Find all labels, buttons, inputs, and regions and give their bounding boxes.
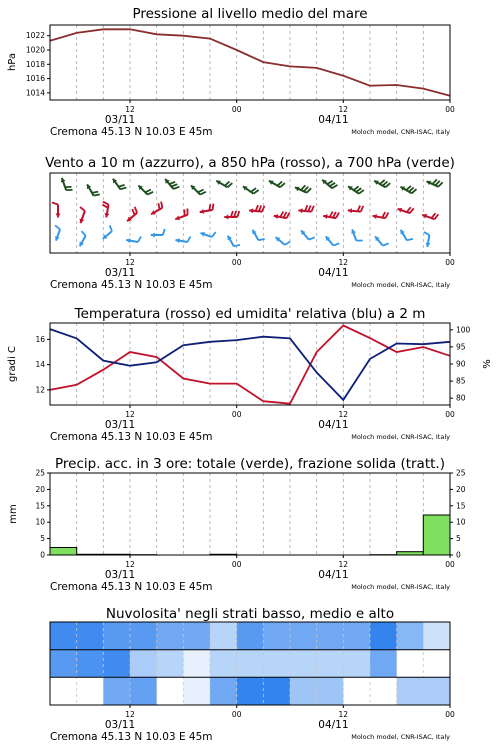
cloud-cell <box>77 650 104 678</box>
wind-barb-feather <box>52 203 58 205</box>
x-tick-label: 00 <box>231 710 242 719</box>
x-tick-label: 00 <box>231 258 242 267</box>
wind-title: Vento a 10 m (azzurro), a 850 hPa (rosso), a 700 hPa (verde) <box>45 155 455 171</box>
precip-bar <box>50 548 77 556</box>
y-tick-label: 10 <box>456 517 466 527</box>
wind-barb <box>374 180 390 187</box>
wind-barb-feather <box>254 190 259 194</box>
cloud-cell <box>423 650 450 678</box>
wind-barb <box>103 225 112 239</box>
cloud-cell <box>237 677 264 705</box>
wind-barb-feather <box>359 190 364 194</box>
x-tick-label: 00 <box>231 560 242 569</box>
y-tick-label: 5 <box>40 534 45 544</box>
wind-barb-feather <box>330 183 335 186</box>
temp-panel <box>7 306 493 443</box>
wind-barb-head <box>56 214 61 218</box>
cloud-cell <box>183 622 210 650</box>
precip-panel <box>8 456 466 593</box>
cloud-cell <box>130 622 157 650</box>
model-credit: Moloch model, CNR-ISAC, Italy <box>351 733 450 741</box>
wind-barb <box>87 184 100 195</box>
temperature-line <box>50 326 450 404</box>
date-label: 04/11 <box>318 419 349 431</box>
date-label: 04/11 <box>318 569 349 581</box>
date-label: 04/11 <box>318 267 349 279</box>
wind-barb-feather <box>287 213 290 219</box>
wind-barb-feather <box>361 206 364 212</box>
cloud-cell <box>397 622 424 650</box>
y-tick-label: 15 <box>456 501 466 511</box>
cloud-cell <box>130 650 157 678</box>
wind-barb-feather <box>92 192 98 193</box>
location-label: Cremona 45.13 N 10.03 E 45m <box>50 126 213 138</box>
wind-barb-feather <box>200 192 206 195</box>
y-tick-label: 1018 <box>25 59 45 69</box>
wind-barb-feather <box>262 206 265 212</box>
y-tick-label: 100 <box>456 325 471 335</box>
wind-barb <box>216 181 232 188</box>
x-tick-label: 00 <box>445 560 455 569</box>
wind-barb <box>165 179 179 189</box>
wind-barb-head <box>151 233 155 238</box>
y-tick-label: 20 <box>456 484 466 494</box>
pressure-title: Pressione al livello medio del mare <box>132 6 368 22</box>
location-label: Cremona 45.13 N 10.03 E 45m <box>50 581 213 593</box>
y-tick-label: 90 <box>456 359 466 369</box>
wind-barb-feather <box>330 212 333 218</box>
wind-barb <box>422 213 438 219</box>
date-label: 03/11 <box>104 719 136 731</box>
wind-barb-head <box>249 208 253 213</box>
wind-barb-feather <box>102 205 108 208</box>
wind-barb <box>323 212 339 220</box>
wind-barb <box>274 212 290 220</box>
y-tick-label: 12 <box>35 385 45 395</box>
wind-barb-head <box>348 208 352 213</box>
humidity-ylabel: % <box>482 359 493 369</box>
wind-barb <box>228 236 240 246</box>
wind-barb <box>151 229 165 238</box>
y-tick-label: 14 <box>35 360 45 370</box>
wind-barb-feather <box>424 232 430 235</box>
wind-barb-feather <box>407 239 413 240</box>
wind-barb-feather <box>305 205 308 211</box>
wind-barb <box>191 185 206 194</box>
cloud-cell <box>50 650 77 678</box>
x-tick-label: 00 <box>445 258 455 267</box>
wind-barb-feather <box>212 232 216 237</box>
cloud-cell <box>370 622 397 650</box>
y-tick-label: 25 <box>35 468 45 478</box>
wind-barb <box>351 229 362 240</box>
cloud-cell <box>317 677 344 705</box>
wind-barb <box>127 207 137 221</box>
y-tick-label: 1014 <box>25 88 45 98</box>
wind-barb-feather <box>132 209 134 215</box>
cloud-cell <box>210 650 237 678</box>
cloud-cell <box>317 650 344 678</box>
cloud-cell <box>290 622 317 650</box>
cloud-cell <box>103 650 130 678</box>
wind-barb-feather <box>145 190 151 193</box>
cloud-cell <box>210 677 237 705</box>
cloud-cell <box>210 622 237 650</box>
wind-barb <box>373 212 389 219</box>
wind-barb <box>175 209 187 221</box>
wind-barb-feather <box>383 243 389 245</box>
location-label: Cremona 45.13 N 10.03 E 45m <box>50 731 213 743</box>
cloud-cell <box>157 677 184 705</box>
y-tick-label: 25 <box>456 468 466 478</box>
date-label: 03/11 <box>104 419 136 431</box>
wind-barb-feather <box>138 237 141 243</box>
cloud-title: Nuvolosita' negli strati basso, medio e alto <box>105 606 395 622</box>
x-tick-label: 12 <box>125 105 135 114</box>
cloud-cell <box>50 622 77 650</box>
y-tick-label: 0 <box>456 550 461 560</box>
wind-barb-feather <box>209 204 210 210</box>
x-tick-label: 12 <box>125 710 135 719</box>
wind-barb-feather <box>187 237 190 243</box>
wind-barb-feather <box>358 206 361 212</box>
wind-barb-head <box>298 208 302 213</box>
wind-barb <box>424 232 431 247</box>
wind-barb-feather <box>169 182 175 184</box>
x-tick-label: 00 <box>231 410 242 419</box>
x-tick-label: 12 <box>125 560 135 569</box>
wind-barb <box>55 225 60 240</box>
model-credit: Moloch model, CNR-ISAC, Italy <box>351 433 450 441</box>
cloud-cell <box>290 650 317 678</box>
wind-barb-feather <box>120 188 126 190</box>
x-tick-label: 12 <box>338 560 349 569</box>
y-tick-label: 1016 <box>25 74 45 84</box>
precip-bar <box>423 515 450 555</box>
date-label: 04/11 <box>318 114 349 126</box>
wind-barb <box>401 230 413 240</box>
wind-barb-feather <box>280 212 283 218</box>
wind-barb <box>61 178 73 190</box>
cloud-cell <box>103 677 130 705</box>
cloud-cell <box>370 650 397 678</box>
wind-barb-feather <box>55 225 60 229</box>
wind-barb <box>249 205 264 213</box>
cloud-cell <box>290 677 317 705</box>
cloud-cell <box>77 677 104 705</box>
wind-panel <box>45 155 455 291</box>
x-tick-label: 12 <box>338 258 349 267</box>
cloud-cell <box>157 622 184 650</box>
wind-barb-feather <box>80 207 85 211</box>
wind-barb-feather <box>234 245 240 246</box>
cloud-cell <box>370 677 397 705</box>
pressure-frame <box>50 25 450 100</box>
y-tick-label: 5 <box>456 534 461 544</box>
wind-barb <box>348 206 364 214</box>
cloud-cell <box>183 677 210 705</box>
x-tick-label: 12 <box>125 410 135 419</box>
wind-barb <box>126 237 141 244</box>
wind-barb-feather <box>382 212 385 218</box>
wind-barb <box>269 181 285 188</box>
wind-barb-feather <box>333 212 336 218</box>
cloud-cell <box>103 622 130 650</box>
wind-barb <box>348 186 364 193</box>
x-tick-label: 12 <box>338 710 349 719</box>
wind-barb <box>200 204 214 214</box>
wind-barb <box>80 207 85 223</box>
wind-barb-feather <box>354 186 359 190</box>
cloud-cell <box>77 622 104 650</box>
cloud-cell <box>237 622 264 650</box>
cloud-cell <box>343 650 370 678</box>
wind-barb-feather <box>309 237 315 239</box>
wind-frame <box>50 173 450 253</box>
wind-barb <box>113 179 127 190</box>
cloud-cell <box>237 650 264 678</box>
cloud-cell <box>343 677 370 705</box>
wind-barb-feather <box>213 204 214 210</box>
wind-barb <box>401 186 417 193</box>
y-tick-label: 0 <box>40 550 45 560</box>
wind-barb-feather <box>119 185 125 187</box>
precip-ylabel: mm <box>8 504 19 524</box>
wind-barb-feather <box>171 184 177 186</box>
cloud-cell <box>263 622 290 650</box>
y-tick-label: 16 <box>35 334 45 344</box>
wind-barb-feather <box>198 190 204 193</box>
cloud-cell <box>397 650 424 678</box>
wind-barb <box>80 231 86 246</box>
date-label: 03/11 <box>104 114 136 126</box>
wind-barb-feather <box>173 187 179 189</box>
wind-barb <box>295 185 311 192</box>
cloud-cell <box>263 677 290 705</box>
cloud-cell <box>423 622 450 650</box>
cloud-cell <box>157 650 184 678</box>
model-credit: Moloch model, CNR-ISAC, Italy <box>351 128 450 136</box>
date-label: 03/11 <box>104 569 136 581</box>
y-tick-label: 85 <box>456 376 466 386</box>
x-tick-label: 00 <box>445 710 455 719</box>
wind-barb-feather <box>308 206 311 212</box>
wind-barb-feather <box>336 213 339 219</box>
wind-barb <box>298 205 314 213</box>
wind-barb-head <box>224 215 228 220</box>
wind-barb-feather <box>163 229 165 235</box>
model-credit: Moloch model, CNR-ISAC, Italy <box>351 583 450 591</box>
wind-barb <box>243 186 259 193</box>
wind-barb-feather <box>285 242 290 245</box>
wind-barb-feather <box>103 202 109 205</box>
wind-barb-feather <box>256 205 259 211</box>
wind-barb-feather <box>158 203 159 209</box>
wind-barb <box>427 179 443 186</box>
wind-barb-feather <box>237 211 239 217</box>
x-tick-label: 00 <box>445 410 455 419</box>
x-tick-label: 12 <box>125 258 135 267</box>
date-label: 03/11 <box>104 267 136 279</box>
temp-ylabel: gradi C <box>7 346 18 382</box>
cloud-cell <box>263 650 290 678</box>
y-tick-label: 80 <box>456 393 466 403</box>
date-label: 04/11 <box>318 719 349 731</box>
location-label: Cremona 45.13 N 10.03 E 45m <box>50 279 213 291</box>
wind-barb-feather <box>82 231 86 236</box>
x-tick-label: 12 <box>338 105 349 114</box>
cloud-cell <box>130 677 157 705</box>
wind-barb <box>138 185 153 194</box>
pressure-ylabel: hPa <box>7 52 18 72</box>
cloud-cell <box>50 677 77 705</box>
x-tick-label: 12 <box>338 410 349 419</box>
wind-barb <box>52 203 61 218</box>
cloud-cell <box>397 677 424 705</box>
wind-barb-feather <box>327 181 332 184</box>
x-tick-label: 00 <box>231 105 242 114</box>
location-label: Cremona 45.13 N 10.03 E 45m <box>50 431 213 443</box>
y-tick-label: 20 <box>35 484 45 494</box>
wind-barb-feather <box>94 194 100 195</box>
wind-barb <box>224 211 239 220</box>
precip-title: Precip. acc. in 3 ore: totale (verde), frazione solida (tratt.) <box>55 456 445 472</box>
wind-barb <box>322 180 337 188</box>
wind-barb <box>201 232 216 237</box>
y-tick-label: 1020 <box>25 45 45 55</box>
x-tick-label: 00 <box>445 105 455 114</box>
wind-barb <box>375 236 389 245</box>
wind-barb-feather <box>385 213 388 219</box>
y-tick-label: 1022 <box>25 31 45 41</box>
wind-barb <box>301 230 315 239</box>
wind-barb-feather <box>161 202 162 208</box>
cloud-panel <box>50 606 455 743</box>
wind-barb-feather <box>135 207 137 213</box>
wind-barb <box>326 236 340 245</box>
model-credit: Moloch model, CNR-ISAC, Italy <box>351 281 450 289</box>
wind-barb-feather <box>110 225 112 231</box>
pressure-line <box>50 29 450 95</box>
pressure-panel <box>7 6 455 138</box>
wind-barb-feather <box>259 239 265 240</box>
y-tick-label: 95 <box>456 342 466 352</box>
precip-frame <box>50 473 450 555</box>
temp-title: Temperatura (rosso) ed umidita' relativa (blu) a 2 m <box>74 306 426 322</box>
wind-barb-feather <box>332 185 337 188</box>
cloud-cell <box>423 677 450 705</box>
wind-barb <box>276 237 291 245</box>
y-tick-label: 10 <box>35 517 45 527</box>
wind-barb-feather <box>148 192 154 195</box>
cloud-cell <box>317 622 344 650</box>
wind-barb-feather <box>311 206 314 212</box>
wind-barb <box>252 230 264 240</box>
wind-barb-feather <box>259 206 262 212</box>
y-tick-label: 15 <box>35 501 45 511</box>
wind-barb <box>398 207 414 213</box>
wind-barb-feather <box>334 243 340 245</box>
wind-barb-feather <box>284 212 287 218</box>
cloud-cell <box>183 650 210 678</box>
cloud-cell <box>343 622 370 650</box>
